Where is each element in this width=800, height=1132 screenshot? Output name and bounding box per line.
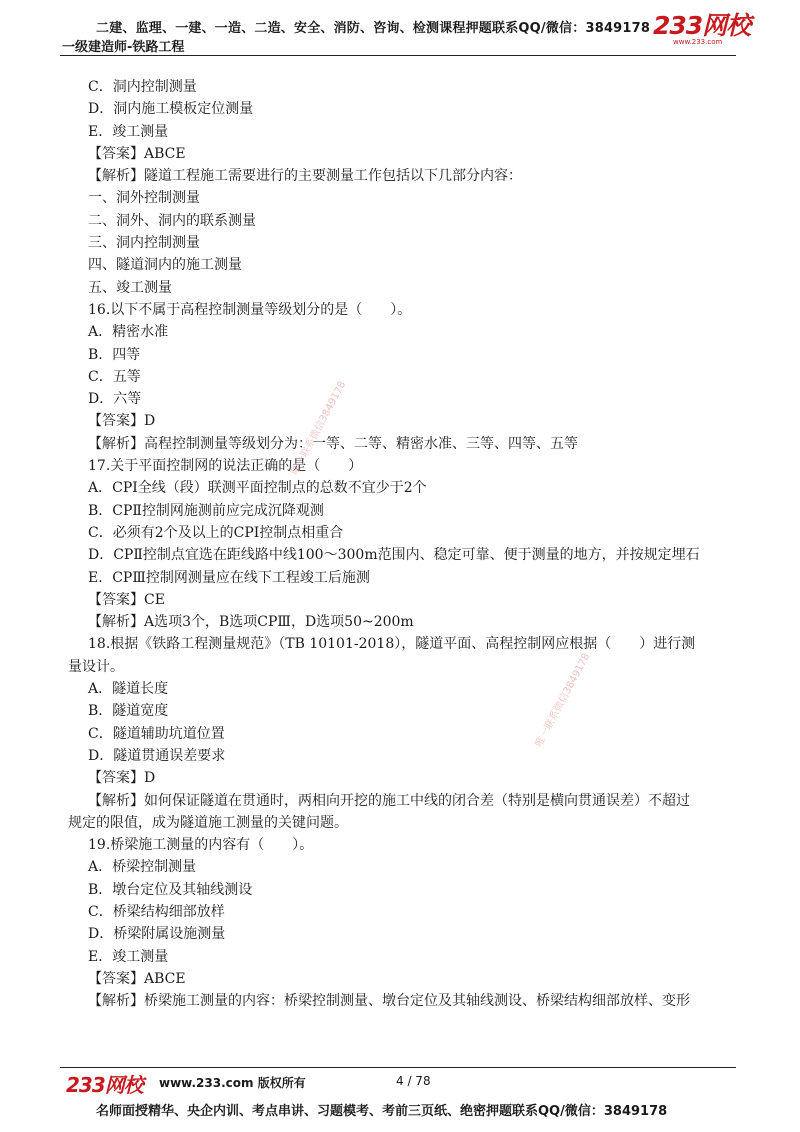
text-line: C．隧道辅助坑道位置 (88, 725, 225, 742)
text-line: 【解析】A选项3个，B选项CPⅢ，D选项50~200m (88, 614, 414, 631)
text-line: 【答案】D (88, 770, 156, 787)
text-line: 17.关于平面控制网的说法正确的是（ ） (88, 458, 363, 475)
header-subject: 一级建造师-铁路工程 (62, 40, 185, 55)
text-line: E．竣工测量 (88, 123, 169, 140)
text-line: B．四等 (88, 346, 141, 363)
text-line: C．五等 (88, 368, 141, 385)
text-line: 【解析】如何保证隧道在贯通时，两相向开挖的施工中线的闭合差（特别是横向贯通误差）不超过 (88, 792, 690, 809)
text-line-continuation: 规定的限值，成为隧道施工测量的关键问题。 (68, 814, 348, 831)
watermark-1: 唯一联系微信3849178 (289, 379, 349, 478)
text-line: 19.桥梁施工测量的内容有（ ）。 (88, 837, 314, 854)
text-line: E．CPⅢ控制网测量应在线下工程竣工后施测 (88, 569, 370, 586)
footer-divider (60, 1067, 736, 1068)
page-header (0, 0, 800, 60)
text-line: B．CPⅡ控制网施测前应完成沉降观测 (88, 502, 324, 519)
text-line: C．桥梁结构细部放样 (88, 903, 225, 920)
text-line: 一、洞外控制测量 (88, 190, 200, 207)
text-line: 18.根据《铁路工程测量规范》（TB 10101-2018），隧道平面、高程控制网应根据（ ）进行测 (88, 636, 696, 653)
page-number: 4 / 78 (396, 1074, 431, 1088)
text-line: 【答案】D (88, 413, 156, 430)
text-line: 【解析】隧道工程施工需要进行的主要测量工作包括以下几部分内容： (88, 168, 522, 185)
text-line: 【解析】高程控制测量等级划分为：一等、二等、精密水准、三等、四等、五等 (88, 435, 578, 452)
text-line: 16.以下不属于高程控制测量等级划分的是（ ）。 (88, 301, 412, 318)
text-line: D．隧道贯通误差要求 (88, 747, 226, 764)
text-line: 【答案】CE (88, 591, 165, 608)
header-promo: 二建、监理、一建、一造、二造、安全、消防、咨询、检测课程押题联系QQ/微信：3849178 (96, 21, 651, 36)
text-line: A．桥梁控制测量 (88, 859, 197, 876)
text-line: 【解析】桥梁施工测量的内容：桥梁控制测量、墩台定位及其轴线测设、桥梁结构细部放样、变形 (88, 993, 690, 1010)
text-line: A．CPⅠ全线（段）联测平面控制点的总数不宜少于2个 (88, 480, 427, 497)
header-divider (60, 55, 736, 56)
text-line: C．洞内控制测量 (88, 79, 197, 95)
text-line-continuation: 量设计。 (68, 658, 124, 675)
text-line: D．洞内施工模板定位测量 (88, 101, 254, 118)
logo-text: 233网校 (653, 11, 751, 40)
text-line: A．精密水准 (88, 324, 169, 341)
footer-copyright: www.233.com 版权所有 (159, 1076, 306, 1090)
footer-promo: 名师面授精华、央企内训、考点串讲、习题模考、考前三页纸、绝密押题联系QQ/微信：3849178 (96, 1104, 668, 1119)
text-line: A．隧道长度 (88, 681, 169, 698)
watermark-2: 唯一联系微信3849178 (533, 651, 593, 750)
text-line: 四、隧道洞内的施工测量 (88, 257, 242, 274)
footer-logo: 233网校 (66, 1073, 143, 1097)
text-line: 【答案】ABCE (88, 970, 186, 987)
document-body (60, 76, 736, 1012)
text-line: 三、洞内控制测量 (88, 235, 200, 252)
text-line: D．六等 (88, 391, 142, 408)
text-line: 【答案】ABCE (88, 145, 186, 162)
text-line: B．隧道宽度 (88, 703, 169, 720)
text-line: C．必须有2个及以上的CPⅠ控制点相重合 (88, 524, 344, 541)
text-line: B．墩台定位及其轴线测设 (88, 881, 253, 898)
text-line: D．CPⅡ控制点宜选在距线路中线100～300m范围内、稳定可靠、便于测量的地方，并按规定埋石 (88, 547, 700, 564)
text-line: 五、竣工测量 (88, 279, 172, 296)
text-line: 二、洞外、洞内的联系测量 (88, 212, 256, 229)
brand-logo (653, 11, 751, 52)
logo-url: www.233.com (673, 38, 723, 46)
text-line: E．竣工测量 (88, 948, 169, 965)
text-line: D．桥梁附属设施测量 (88, 926, 226, 943)
